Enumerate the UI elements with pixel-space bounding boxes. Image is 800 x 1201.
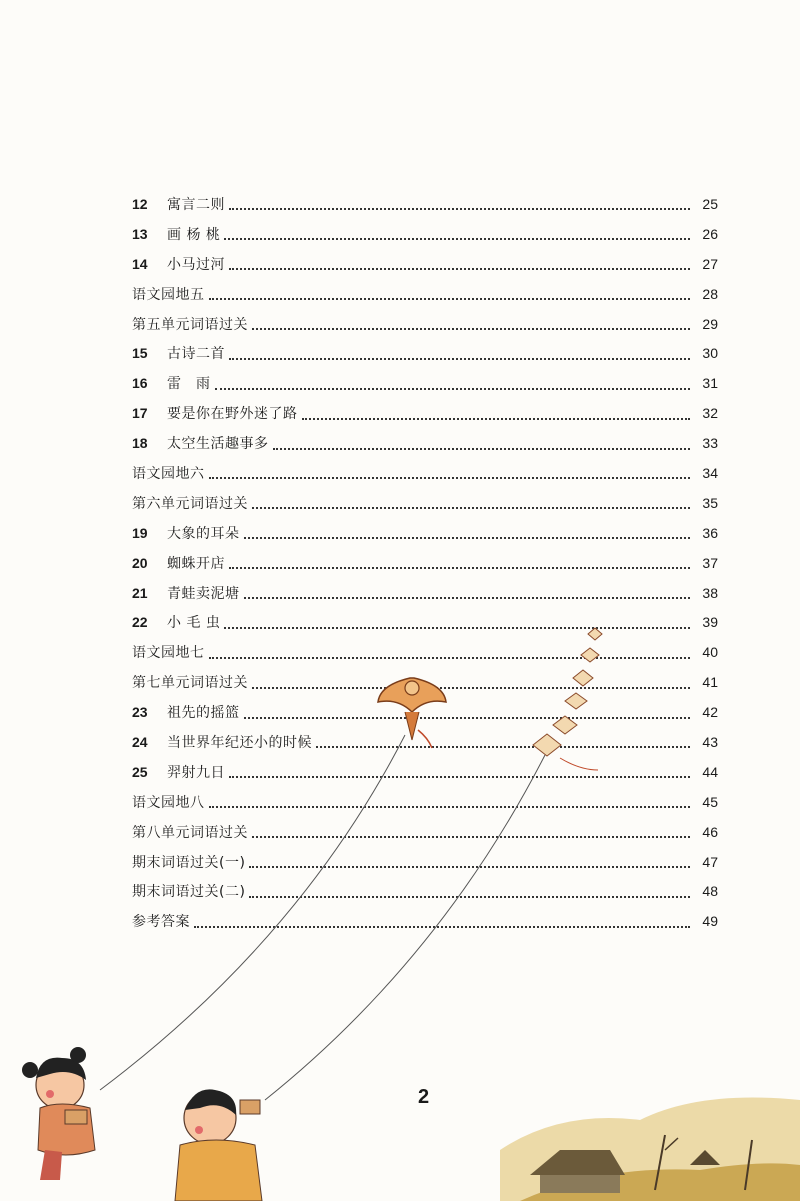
- page-ref: 44: [702, 763, 718, 780]
- toc-row[interactable]: [132, 220, 718, 250]
- toc-row[interactable]: [132, 369, 718, 399]
- dot-leader: [249, 895, 690, 898]
- dot-leader: [252, 686, 690, 689]
- page-ref: 47: [702, 853, 718, 870]
- lesson-title: 小马过河: [167, 256, 225, 273]
- dot-leader: [224, 626, 690, 629]
- lesson-title: 画 杨 桃: [167, 226, 221, 243]
- page-ref: 36: [702, 524, 718, 541]
- lesson-title: 期末词语过关(一): [132, 854, 246, 871]
- lesson-number: 12: [132, 196, 148, 212]
- lesson-number: 18: [132, 435, 148, 452]
- lesson-number: 16: [132, 375, 148, 392]
- lesson-number: 19: [132, 524, 148, 541]
- lesson-title: 第六单元词语过关: [132, 495, 248, 512]
- lesson-title: 寓言二则: [167, 197, 225, 213]
- lesson-title: 语文园地五: [132, 286, 205, 303]
- dot-leader: [209, 297, 691, 300]
- lesson-title: 羿射九日: [167, 764, 225, 781]
- dot-leader: [273, 447, 691, 450]
- dot-leader: [244, 716, 691, 719]
- dot-leader: [229, 566, 690, 569]
- toc-row[interactable]: [132, 339, 718, 369]
- page-ref: 40: [702, 644, 718, 661]
- table-of-contents: [132, 190, 718, 937]
- page-ref: 30: [702, 345, 718, 362]
- lesson-number: 20: [132, 554, 148, 571]
- lesson-title: 语文园地六: [132, 466, 205, 483]
- page-ref: 29: [702, 315, 718, 332]
- lesson-title: 语文园地七: [132, 645, 205, 662]
- village-landscape-icon: [500, 1098, 800, 1201]
- toc-row[interactable]: [132, 788, 718, 818]
- toc-row[interactable]: [132, 728, 718, 758]
- page-ref: 35: [702, 494, 718, 511]
- dot-leader: [229, 267, 690, 270]
- lesson-title: 第八单元词语过关: [132, 824, 248, 841]
- page-ref: 27: [702, 255, 718, 272]
- dot-leader: [194, 925, 690, 928]
- lesson-number: 13: [132, 225, 148, 242]
- toc-row[interactable]: [132, 579, 718, 609]
- dot-leader: [252, 835, 690, 838]
- lesson-number: 24: [132, 734, 148, 751]
- lesson-title: 大象的耳朵: [167, 525, 240, 542]
- toc-row[interactable]: [132, 459, 718, 489]
- page-ref: 43: [702, 734, 718, 751]
- toc-row[interactable]: [132, 638, 718, 668]
- page-ref: 38: [702, 584, 718, 601]
- toc-row[interactable]: [132, 519, 718, 549]
- page-ref: 49: [702, 913, 718, 930]
- toc-row[interactable]: [132, 907, 718, 937]
- page-ref: 25: [702, 196, 718, 212]
- dot-leader: [215, 387, 691, 390]
- dot-leader: [249, 865, 690, 868]
- dot-leader: [209, 476, 691, 479]
- toc-row[interactable]: [132, 877, 718, 907]
- lesson-title: 古诗二首: [167, 346, 225, 363]
- dot-leader: [209, 656, 691, 659]
- toc-row[interactable]: [132, 848, 718, 878]
- lesson-title: 参考答案: [132, 914, 190, 931]
- page-ref: 34: [702, 465, 718, 482]
- page-ref: 45: [702, 793, 718, 810]
- dot-leader: [229, 207, 690, 210]
- page-ref: 26: [702, 225, 718, 242]
- dot-leader: [229, 357, 690, 360]
- page-ref: 39: [702, 614, 718, 631]
- toc-row[interactable]: [132, 668, 718, 698]
- toc-row[interactable]: [132, 280, 718, 310]
- lesson-title: 第五单元词语过关: [132, 316, 248, 333]
- dot-leader: [252, 506, 690, 509]
- toc-row[interactable]: [132, 608, 718, 638]
- toc-row[interactable]: [132, 190, 718, 220]
- page-number: 2: [418, 1086, 430, 1108]
- dot-leader: [209, 805, 691, 808]
- lesson-number: 22: [132, 614, 148, 631]
- page-ref: 46: [702, 823, 718, 840]
- page-ref: 28: [702, 285, 718, 302]
- lesson-title: 蜘蛛开店: [167, 555, 225, 572]
- page-ref: 41: [702, 674, 718, 691]
- lesson-title: 雷 雨: [167, 376, 211, 393]
- toc-row[interactable]: [132, 818, 718, 848]
- lesson-title: 期末词语过关(二): [132, 884, 246, 901]
- toc-row[interactable]: [132, 399, 718, 429]
- dot-leader: [244, 596, 691, 599]
- lesson-number: 14: [132, 255, 148, 272]
- page-ref: 42: [702, 704, 718, 721]
- dot-leader: [252, 327, 690, 330]
- dot-leader: [229, 775, 690, 778]
- toc-row[interactable]: [132, 429, 718, 459]
- boy-flying-kite-icon: [175, 1089, 262, 1201]
- lesson-number: 21: [132, 584, 148, 601]
- lesson-number: 17: [132, 405, 148, 422]
- lesson-title: 当世界年纪还小的时候: [167, 735, 312, 752]
- page-ref: 32: [702, 405, 718, 422]
- toc-row[interactable]: [132, 698, 718, 728]
- lesson-number: 15: [132, 345, 148, 362]
- toc-row[interactable]: [132, 310, 718, 340]
- toc-row[interactable]: [132, 549, 718, 579]
- page-ref: 37: [702, 554, 718, 571]
- lesson-title: 语文园地八: [132, 794, 205, 811]
- toc-row[interactable]: [132, 758, 718, 788]
- lesson-title: 小 毛 虫: [167, 615, 221, 632]
- page-ref: 33: [702, 435, 718, 452]
- lesson-title: 太空生活趣事多: [167, 436, 269, 453]
- toc-row[interactable]: [132, 489, 718, 519]
- lesson-number: 23: [132, 704, 148, 721]
- toc-row[interactable]: [132, 250, 718, 280]
- dot-leader: [302, 417, 691, 420]
- dot-leader: [224, 237, 690, 240]
- dot-leader: [316, 745, 690, 748]
- page-ref: 48: [702, 883, 718, 900]
- lesson-title: 第七单元词语过关: [132, 675, 248, 692]
- lesson-number: 25: [132, 763, 148, 780]
- lesson-title: 祖先的摇篮: [167, 705, 240, 722]
- lesson-title: 青蛙卖泥塘: [167, 585, 240, 602]
- child-with-pigtails-icon: [22, 1047, 95, 1180]
- page-ref: 31: [702, 375, 718, 392]
- lesson-title: 要是你在野外迷了路: [167, 406, 298, 423]
- dot-leader: [244, 536, 691, 539]
